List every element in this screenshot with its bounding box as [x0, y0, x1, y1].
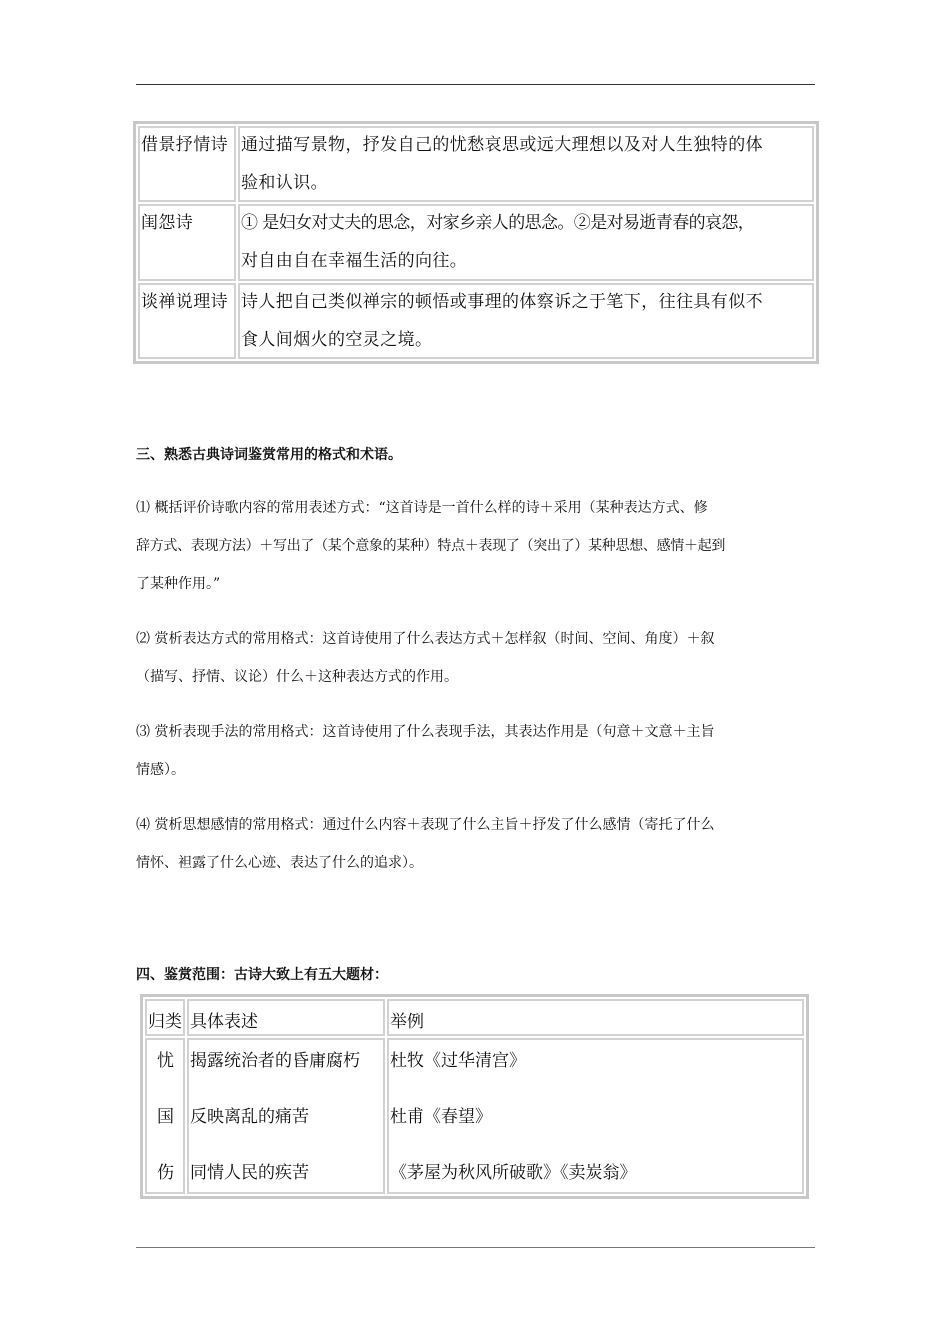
desc-text: 同情人民的疾苦: [190, 1163, 309, 1183]
paragraph-line: 情怀、袒露了什么心迹、表达了什么的追求）。: [136, 855, 423, 871]
type-name-cell: [138, 204, 236, 281]
table-row: [138, 283, 814, 359]
type-desc-cell: [238, 126, 814, 202]
desc-text: 反映离乱的痛苦: [190, 1107, 309, 1127]
type-name: 借景抒情诗: [141, 135, 228, 155]
paragraph: [136, 620, 820, 696]
example-text: 杜牧《过华清宫》: [390, 1051, 526, 1071]
header-label: 举例: [390, 1012, 424, 1032]
paragraph-line: ⑴ 概括评价诗歌内容的常用表述方式：“这首诗是一首什么样的诗＋采用（某种表达方式、修: [136, 500, 708, 516]
paragraph-line: ⑶ 赏析表现手法的常用格式：这首诗使用了什么表现手法，其表达作用是（句意＋文意＋主旨: [136, 724, 715, 740]
type-name-cell: [138, 283, 236, 359]
footer-rule: [136, 1247, 815, 1248]
paragraph-line: （描写、抒情、议论）什么＋这种表达方式的作用。: [136, 669, 458, 685]
desc-cell: [187, 1038, 385, 1194]
example-text: 《茅屋为秋风所破歌》《卖炭翁》: [390, 1163, 637, 1183]
header-cell: [187, 999, 385, 1036]
paragraph-line: 了某种作用。”: [136, 576, 221, 592]
paragraph-line: ⑵ 赏析表达方式的常用格式：这首诗使用了什么表达方式＋怎样叙（时间、空间、角度）＋叙: [136, 631, 715, 647]
type-desc-line: 诗人把自己类似禅宗的顿悟或事理的体察诉之于笔下，往往具有似不: [241, 292, 763, 312]
type-desc-line: 对自由自在幸福生活的向往。: [241, 251, 468, 271]
header-cell: [145, 999, 185, 1036]
section-heading: 四、鉴赏范围：古诗大致上有五大题材：: [136, 967, 388, 983]
type-name: 谈禅说理诗: [141, 292, 228, 312]
type-desc-line: 通过描写景物，抒发自己的忧愁哀思或远大理想以及对人生独特的体: [241, 135, 763, 155]
header-rule: [136, 84, 815, 85]
header-label: 归类: [148, 1012, 182, 1032]
type-desc-line: 食人间烟火的空灵之境。: [241, 330, 433, 350]
category-char: 国: [157, 1107, 174, 1127]
paragraph: [136, 806, 820, 882]
paragraph: [136, 713, 820, 789]
type-desc-cell: [238, 204, 814, 281]
desc-text: 揭露统治者的昏庸腐朽: [190, 1051, 360, 1071]
table-row: [138, 204, 814, 281]
type-name: 闺怨诗: [141, 213, 194, 233]
paragraph: [136, 489, 820, 603]
type-desc-line: ① 是妇女对丈夫的思念，对家乡亲人的思念。②是对易逝青春的哀怨，: [241, 213, 755, 233]
paragraph-line: 情感）。: [136, 762, 185, 778]
paragraph-line: ⑷ 赏析思想感情的常用格式：通过什么内容＋表现了什么主旨＋抒发了什么感情（寄托了什么: [136, 817, 715, 833]
category-cell: [145, 1038, 185, 1194]
theme-table: [140, 994, 809, 1199]
type-desc-line: 验和认识。: [241, 173, 328, 193]
example-cell: [387, 1038, 804, 1194]
example-text: 杜甫《春望》: [390, 1107, 492, 1127]
type-name-cell: [138, 126, 236, 202]
header-cell: [387, 999, 804, 1036]
category-char: 忧: [157, 1051, 174, 1071]
category-char: 伤: [157, 1163, 174, 1183]
table-row: [138, 126, 814, 202]
type-desc-cell: [238, 283, 814, 359]
paragraph-line: 辞方式、表现方法）＋写出了（某个意象的某种）特点＋表现了（突出了）某种思想、感情＋起到: [136, 538, 726, 554]
section-heading: 三、熟悉古典诗词鉴赏常用的格式和术语。: [136, 447, 402, 463]
header-label: 具体表述: [190, 1012, 258, 1032]
poem-type-table: [133, 121, 819, 364]
